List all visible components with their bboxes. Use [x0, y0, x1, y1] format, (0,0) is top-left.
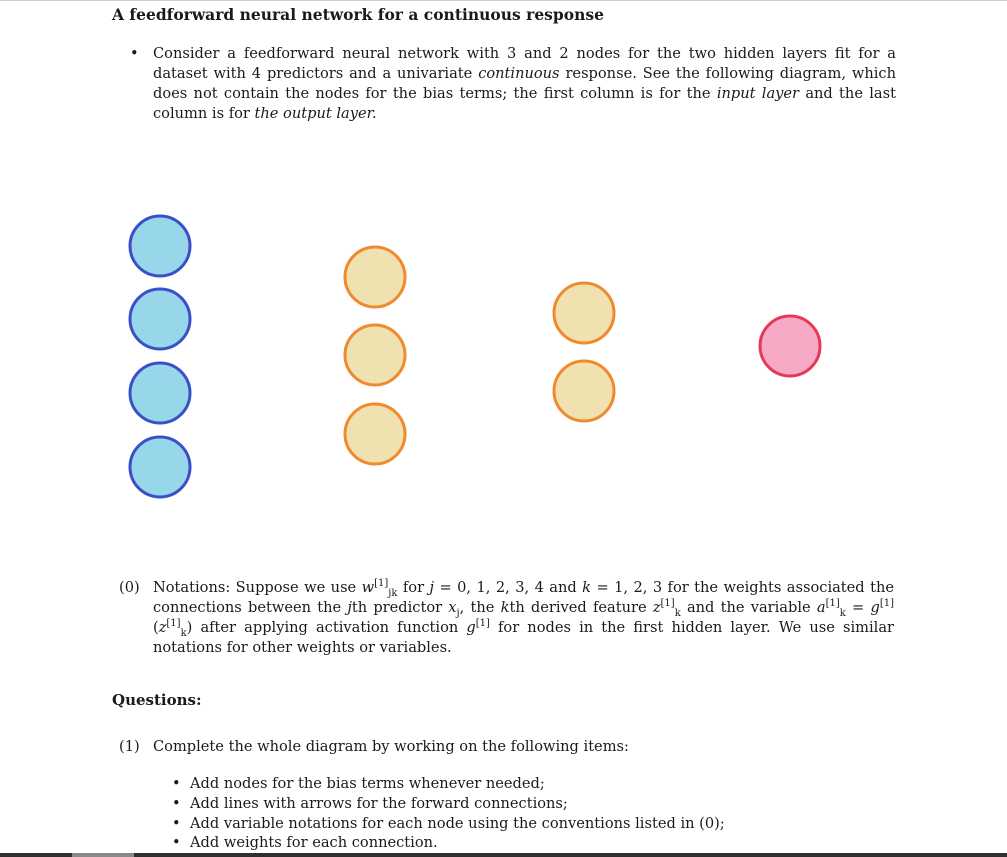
- questions-heading: Questions:: [112, 691, 202, 709]
- top-rule: [0, 0, 1007, 1]
- intro-text-3: and the last column is for: [153, 85, 896, 122]
- notations-text-3: = 0, 1, 2, 3, 4 and: [434, 579, 583, 596]
- list-item-text: Add variable notations for each node using the conventions listed in (0);: [190, 814, 725, 832]
- question-1: [119, 737, 629, 757]
- list-item-text: Add nodes for the bias terms whenever needed;: [190, 775, 545, 792]
- symbol-k: k: [582, 579, 592, 596]
- list-item: [172, 814, 725, 834]
- intro-text-2: response. See the following diagram, which does not contain the nodes for the bias terms; the first column is for the: [153, 65, 896, 102]
- list-item: [172, 833, 725, 853]
- item-number: (0): [119, 579, 140, 596]
- symbol-w-superscript: [1]: [374, 578, 389, 590]
- intro-emphasis-output-layer: the output layer.: [254, 105, 377, 122]
- intro-text: [153, 44, 896, 124]
- question-number: (1): [119, 738, 140, 755]
- symbol-w-subscript: jk: [388, 587, 398, 599]
- hidden1-node-1: [345, 247, 405, 307]
- symbol-j: j: [429, 579, 435, 596]
- symbol-z-superscript: [1]: [660, 598, 675, 610]
- notations-text-4: = 1, 2, 3 for the weights associated the connections between the: [153, 579, 894, 616]
- intro-paragraph: [130, 44, 896, 124]
- input-node-1: [130, 216, 190, 276]
- symbol-g-superscript: [1]: [475, 618, 490, 630]
- symbol-x-subscript: j: [456, 607, 460, 619]
- scrollbar-thumb[interactable]: [72, 853, 134, 857]
- question-1-text: Complete the whole diagram by working on the following items:: [153, 738, 629, 755]
- notations-paragraph: [119, 578, 894, 658]
- symbol-g: g: [466, 619, 476, 636]
- hidden1-node-3: [345, 404, 405, 464]
- symbol-g: g: [870, 599, 880, 616]
- symbol-z-subscript: k: [180, 627, 187, 639]
- symbol-z-subscript: k: [674, 607, 681, 619]
- notations-text-11: ) after applying activation function: [186, 619, 467, 636]
- list-item-text: Add lines with arrows for the forward connections;: [190, 794, 568, 812]
- notations-text-7: th derived feature: [509, 599, 653, 616]
- question-1-items: [172, 774, 725, 853]
- list-item-text: Add weights for each connection.: [190, 834, 438, 852]
- horizontal-scrollbar[interactable]: [0, 853, 1007, 857]
- bullet: •: [172, 794, 181, 812]
- notations-text-1: Notations: Suppose we use: [153, 579, 362, 596]
- symbol-a-subscript: k: [839, 607, 846, 619]
- bullet: •: [130, 45, 139, 62]
- hidden1-node-2: [345, 325, 405, 385]
- bullet: •: [172, 814, 181, 832]
- list-item: [172, 794, 725, 814]
- list-item: [172, 774, 725, 794]
- section-title: A feedforward neural network for a continuous response: [112, 5, 604, 24]
- bullet: •: [172, 834, 181, 852]
- intro-emphasis-input-layer: input layer: [716, 85, 800, 102]
- symbol-w: w: [361, 579, 375, 596]
- network-diagram: [0, 200, 1007, 520]
- input-node-2: [130, 289, 190, 349]
- input-node-3: [130, 363, 190, 423]
- symbol-z: z: [652, 599, 661, 616]
- notations-text: [153, 578, 894, 658]
- intro-text-1: Consider a feedforward neural network with 3 and 2 nodes for the two hidden layers fit for a dataset with 4 predictors and a univariate: [153, 45, 896, 82]
- notations-text-8: and the variable: [680, 599, 817, 616]
- symbol-x: x: [448, 599, 457, 616]
- symbol-a-superscript: [1]: [825, 598, 840, 610]
- symbol-j: j: [347, 599, 352, 616]
- symbol-k: k: [500, 599, 510, 616]
- notations-text-5: th predictor: [351, 599, 449, 616]
- intro-emphasis-continuous: continuous: [478, 65, 560, 82]
- notations-text-2: for: [397, 579, 430, 596]
- symbol-g-superscript: [1]: [879, 598, 894, 610]
- input-node-4: [130, 437, 190, 497]
- symbol-a: a: [816, 599, 826, 616]
- hidden2-node-1: [554, 283, 614, 343]
- notations-text-6: , the: [459, 599, 501, 616]
- notations-text-9: =: [845, 599, 871, 616]
- hidden2-node-2: [554, 361, 614, 421]
- notations-text-12: for nodes in the first hidden layer. We use similar notations for other weights or variables.: [153, 619, 894, 656]
- notations-text-10: (: [153, 619, 159, 636]
- bullet: •: [172, 775, 181, 792]
- symbol-z: z: [158, 619, 167, 636]
- output-node: [760, 316, 820, 376]
- symbol-z-superscript: [1]: [166, 618, 181, 630]
